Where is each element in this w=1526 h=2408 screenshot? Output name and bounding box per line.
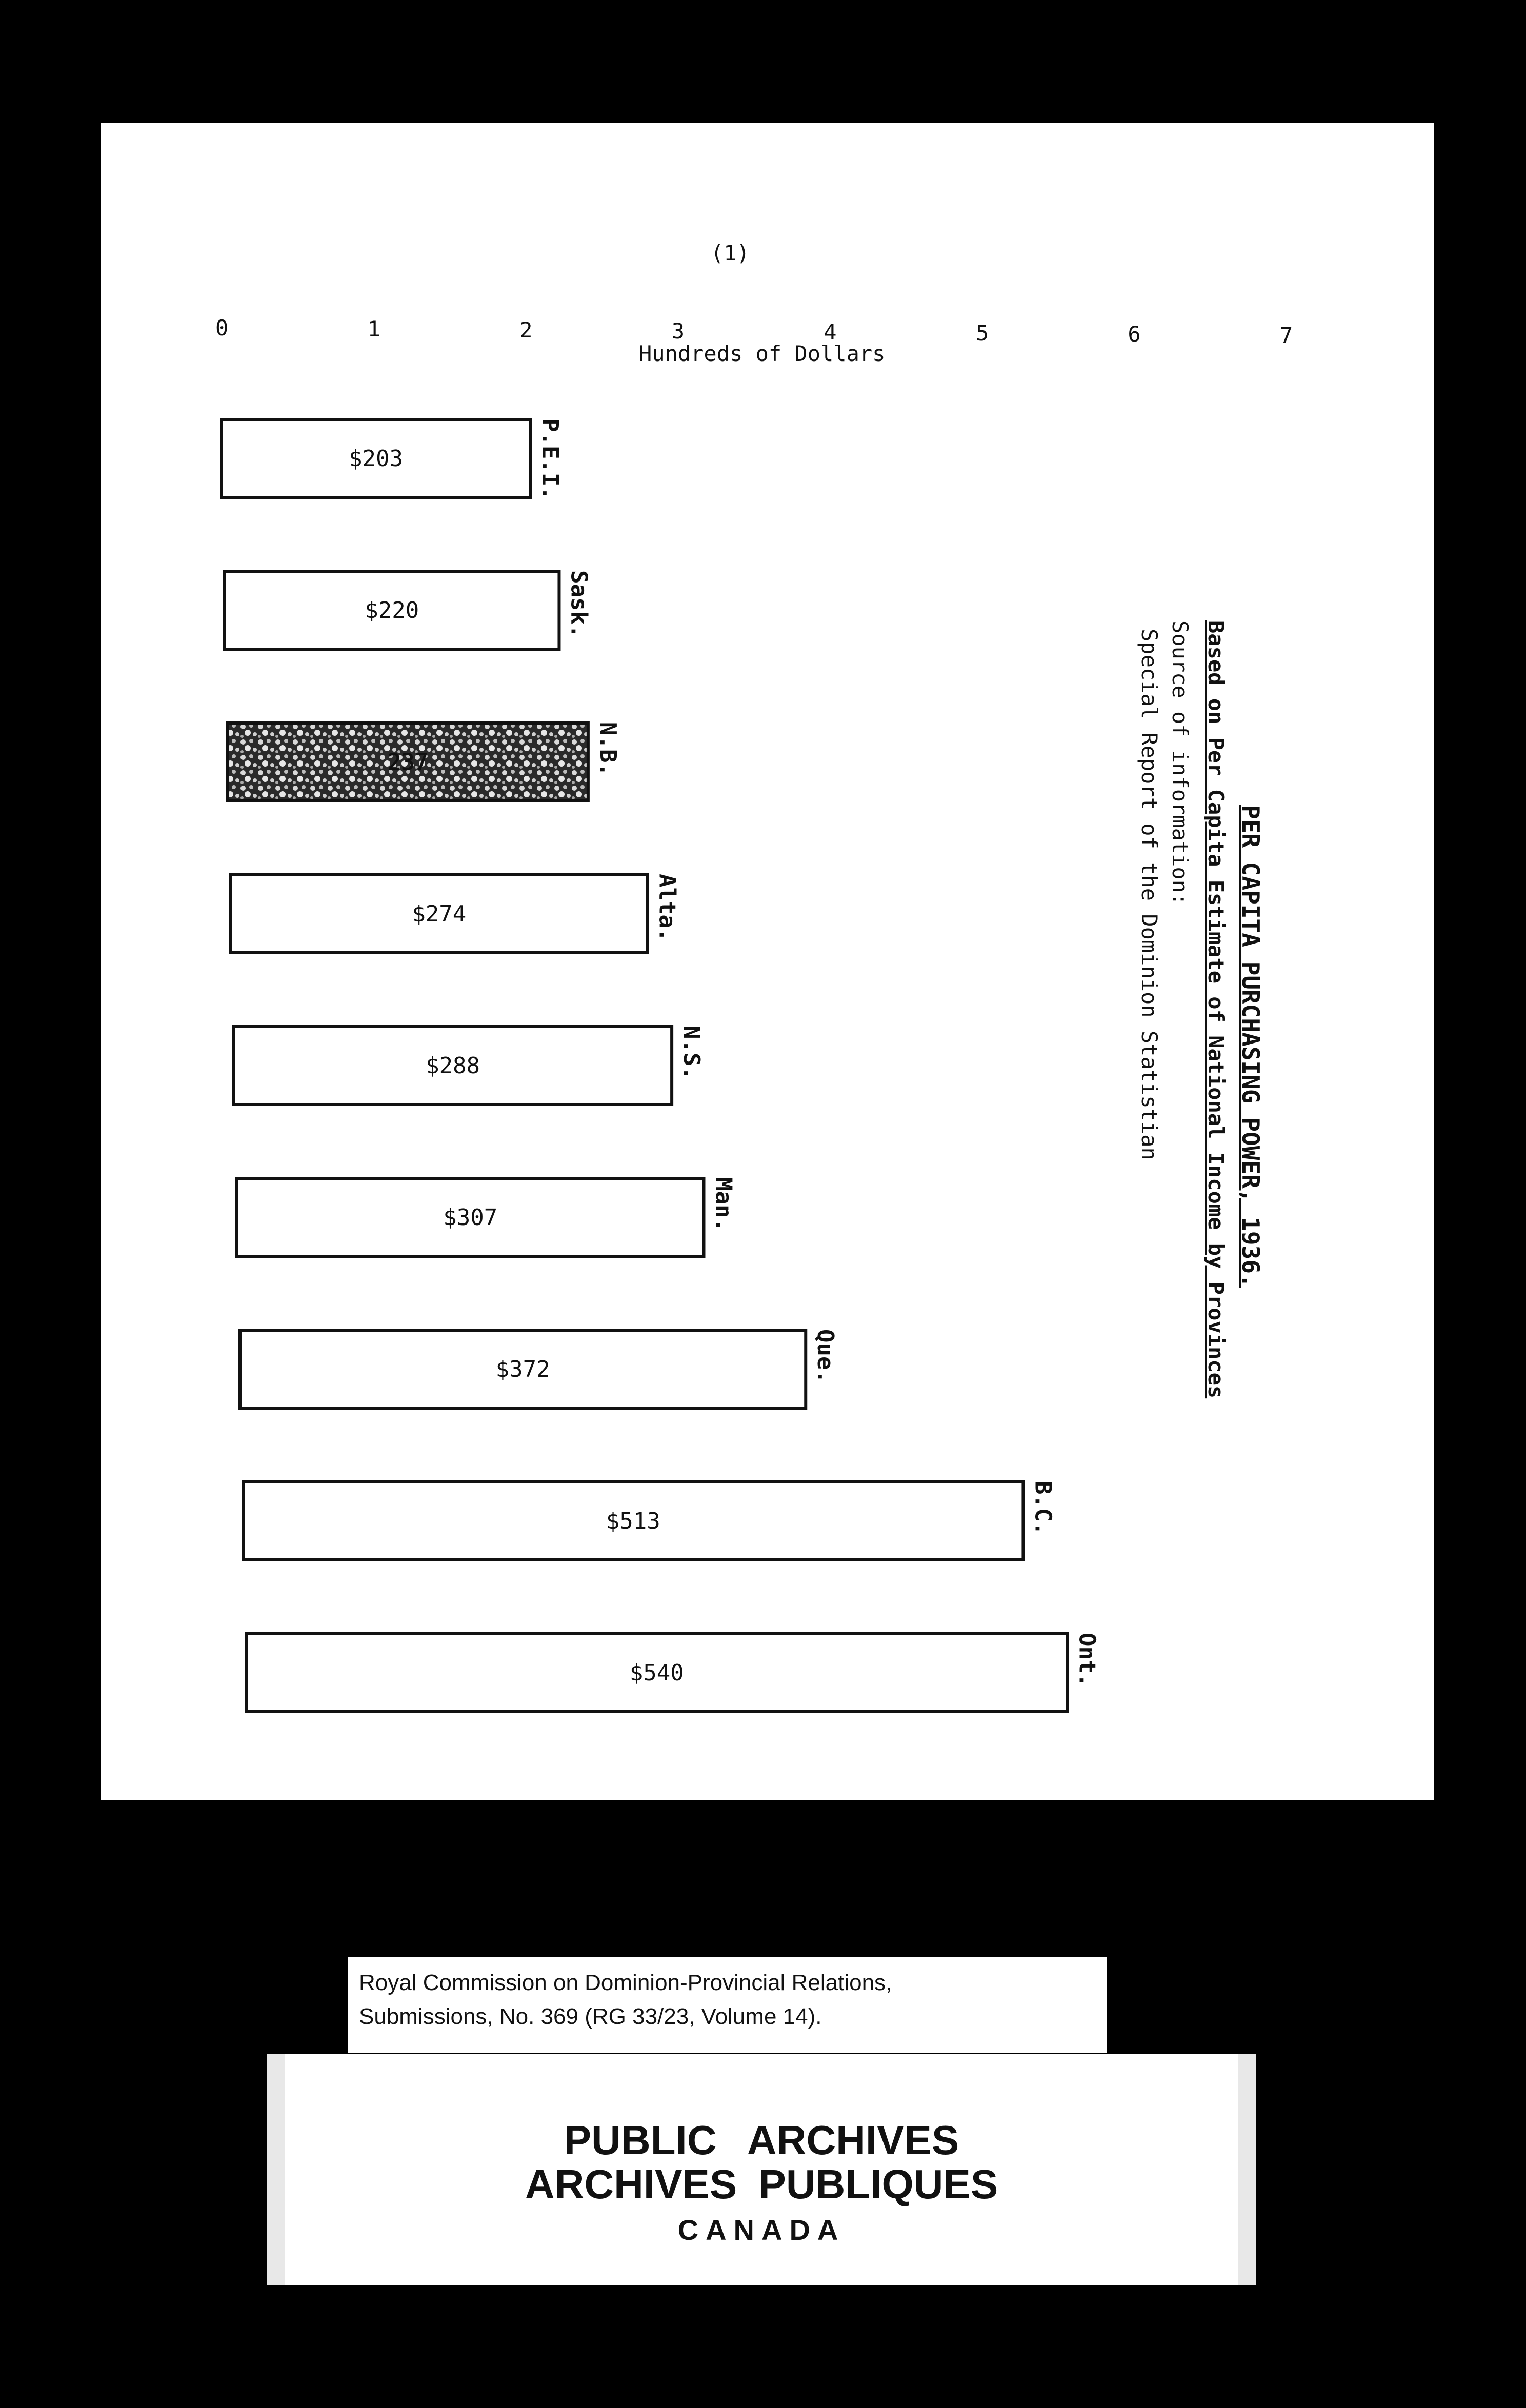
bar-category-label: Sask. xyxy=(566,570,592,638)
x-axis-label: Hundreds of Dollars xyxy=(639,341,886,366)
bars-group xyxy=(222,418,1100,1712)
bar-category-label: N.S. xyxy=(678,1026,705,1080)
citation-line-1: Royal Commission on Dominion-Provincial Relations, xyxy=(359,1970,892,1995)
chart-title: PER CAPITA PURCHASING POWER, 1936. xyxy=(1237,805,1264,1288)
bar-category-label: Man. xyxy=(710,1177,737,1232)
bar-category-label: Ont. xyxy=(1074,1633,1100,1687)
source-text: Special Report of the Dominion Statistian xyxy=(1137,629,1162,1160)
x-tick-label: 3 xyxy=(671,318,685,344)
bar-value-label: $372 xyxy=(495,1356,550,1382)
archives-stamp xyxy=(267,2054,1256,2285)
x-tick-label: 7 xyxy=(1280,323,1293,348)
bar-value-label: $220 xyxy=(365,597,419,624)
source-label: Source of information: xyxy=(1168,620,1193,906)
page-number: (1) xyxy=(711,240,750,266)
x-tick-label: 2 xyxy=(519,317,533,343)
document-sheet xyxy=(101,123,1434,1800)
bar-category-label: B.C. xyxy=(1030,1481,1056,1535)
chart-subtitle: Based on Per Capita Estimate of National Income by Provinces xyxy=(1203,620,1229,1399)
bar-category-label: Alta. xyxy=(654,874,680,942)
bar-category-label: P.E.I. xyxy=(537,418,564,500)
citation-label xyxy=(348,1957,1107,2053)
x-tick-label: 5 xyxy=(975,320,989,346)
bar-value-label: $540 xyxy=(629,1660,684,1686)
x-tick-label: 1 xyxy=(367,316,380,342)
bar-value-label: $203 xyxy=(349,446,404,472)
archives-line-2: ARCHIVES PUBLIQUES xyxy=(525,2161,998,2207)
x-tick-label: 0 xyxy=(215,315,229,340)
bar-value-label: $274 xyxy=(412,901,467,927)
bar-value-label: $307 xyxy=(443,1205,498,1231)
bar-category-label: N.B. xyxy=(594,722,621,776)
citation-line-2: Submissions, No. 369 (RG 33/23, Volume 14). xyxy=(359,2004,822,2029)
archives-line-3: CANADA xyxy=(677,2214,846,2246)
bar-value-label: $513 xyxy=(606,1508,660,1534)
x-tick-label: 6 xyxy=(1128,322,1141,347)
x-tick-label: 4 xyxy=(824,319,837,345)
archives-line-1: PUBLIC ARCHIVES xyxy=(564,2117,959,2163)
bar-value-label: 237 xyxy=(387,749,429,775)
bar-category-label: Que. xyxy=(812,1329,839,1383)
bar-value-label: $288 xyxy=(426,1053,480,1079)
chart-title-block xyxy=(1059,620,1264,1543)
